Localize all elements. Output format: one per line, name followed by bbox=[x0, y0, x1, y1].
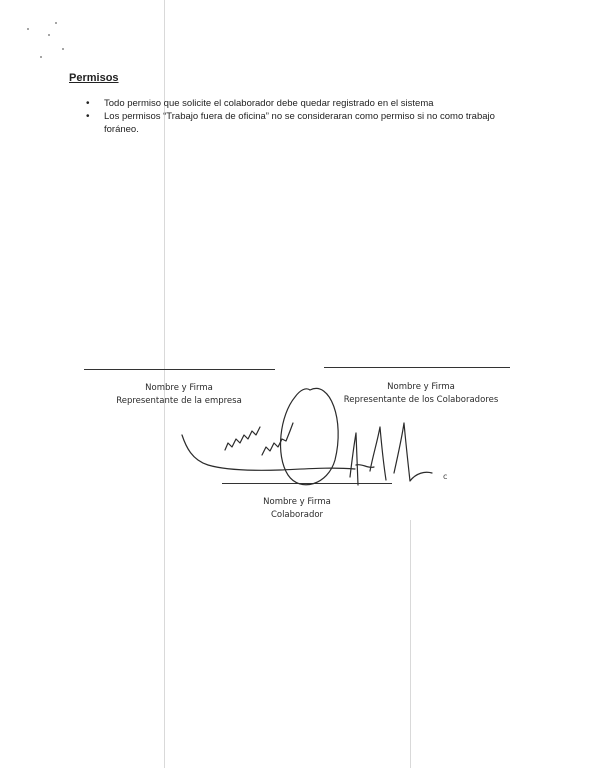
company-role-label: Representante de la empresa bbox=[116, 396, 242, 406]
scan-artifact-line bbox=[410, 520, 411, 768]
company-signature-line bbox=[84, 369, 275, 370]
collaborators-rep-role-label: Representante de los Colaboradores bbox=[343, 395, 499, 405]
collaborator-name-label: Nombre y Firma bbox=[263, 497, 331, 507]
scan-speck bbox=[55, 22, 57, 24]
scan-speck bbox=[62, 48, 64, 50]
scan-speck bbox=[27, 28, 29, 30]
handwritten-signature bbox=[170, 375, 470, 515]
list-item: • Todo permiso que solicite el colaborador debe quedar registrado en el sistema bbox=[86, 97, 526, 110]
collaborators-rep-signature-line bbox=[324, 367, 510, 368]
permissions-list bbox=[86, 97, 526, 136]
collaborator-role-label: Colaborador bbox=[270, 510, 324, 520]
company-name-label: Nombre y Firma bbox=[145, 383, 213, 393]
scan-speck bbox=[48, 34, 50, 36]
list-item: • Los permisos “Trabajo fuera de oficina” no se consideraran como permiso si no como trabajo foráneo. bbox=[86, 110, 526, 136]
svg-text:c: c bbox=[443, 472, 448, 481]
collaborators-rep-name-label: Nombre y Firma bbox=[387, 382, 455, 392]
scan-speck bbox=[40, 56, 42, 58]
section-title: Permisos bbox=[69, 72, 119, 84]
